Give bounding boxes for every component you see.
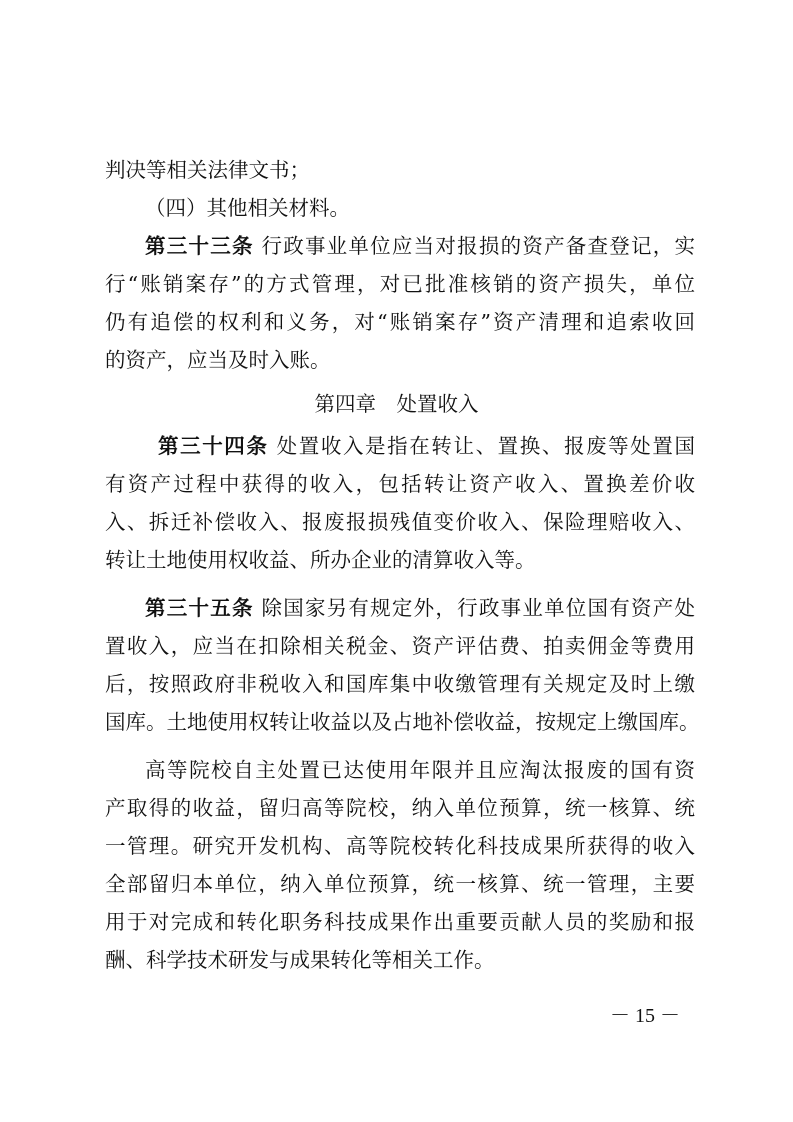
paragraph-line	[105, 632, 695, 660]
paragraph-line	[105, 470, 695, 498]
line-text: 的资产，应当及时入账。	[105, 348, 331, 372]
article-heading: 第三十四条	[158, 434, 269, 458]
line-text: 产取得的收益，留归高等院校，纳入单位预算，统一核算、统	[105, 796, 695, 820]
paragraph-line	[105, 270, 695, 298]
paragraph-line	[105, 908, 695, 936]
paragraph-line	[105, 546, 695, 574]
paragraph-line	[105, 708, 700, 736]
page-number: － 15 －	[610, 1005, 680, 1027]
line-text: 处置收入是指在转让、置换、报废等处置国	[276, 434, 695, 458]
paragraph-line	[105, 870, 695, 898]
paragraph-line	[145, 194, 695, 222]
line-text: 判决等相关法律文书；	[105, 158, 310, 182]
line-text: （四）其他相关材料。	[145, 196, 350, 220]
paragraph-line	[105, 832, 695, 860]
line-text: 转让土地使用权收益、所办企业的清算收入等。	[105, 548, 536, 572]
line-text: 用于对完成和转化职务科技成果作出重要贡献人员的奖励和报	[105, 910, 695, 934]
line-text: 除国家另有规定外，行政事业单位国有资产处	[261, 596, 696, 620]
paragraph-line	[105, 670, 695, 698]
line-text: 仍有追偿的权利和义务，对“账销案存”资产清理和追索收回	[105, 310, 695, 334]
line-text: 国库。土地使用权转让收益以及占地补偿收益，按规定上缴国库。	[105, 710, 700, 734]
line-text: 高等院校自主处置已达使用年限并且应淘汰报废的国有资	[145, 758, 695, 782]
paragraph-line	[105, 308, 695, 336]
paragraph-line	[105, 508, 695, 536]
paragraph-line	[105, 946, 695, 974]
paragraph-line	[145, 756, 695, 784]
line-text: 行“账销案存”的方式管理，对已批准核销的资产损失，单位	[105, 272, 695, 296]
article-34-first-line	[158, 432, 695, 460]
line-text: 后，按照政府非税收入和国库集中收缴管理有关规定及时上缴	[105, 672, 695, 696]
line-text: 酬、科学技术研发与成果转化等相关工作。	[105, 948, 495, 972]
line-text: 全部留归本单位，纳入单位预算，统一核算、统一管理，主要	[105, 872, 695, 896]
line-text: 有资产过程中获得的收入，包括转让资产收入、置换差价收	[105, 472, 695, 496]
line-text: 一管理。研究开发机构、高等院校转化科技成果所获得的收入	[105, 834, 695, 858]
chapter-heading: 第四章 处置收入	[314, 392, 479, 416]
paragraph-line	[105, 346, 695, 374]
article-33-first-line	[145, 232, 695, 260]
article-heading: 第三十三条	[145, 234, 254, 258]
line-text: 置收入，应当在扣除相关税金、资产评估费、拍卖佣金等费用	[105, 634, 695, 658]
article-heading: 第三十五条	[145, 596, 254, 620]
article-35-first-line	[145, 594, 695, 622]
paragraph-line	[105, 794, 695, 822]
paragraph-line	[105, 156, 695, 184]
line-text: 行政事业单位应当对报损的资产备查登记，实	[261, 234, 696, 258]
line-text: 入、拆迁补偿收入、报废报损残值变价收入、保险理赔收入、	[105, 510, 695, 534]
